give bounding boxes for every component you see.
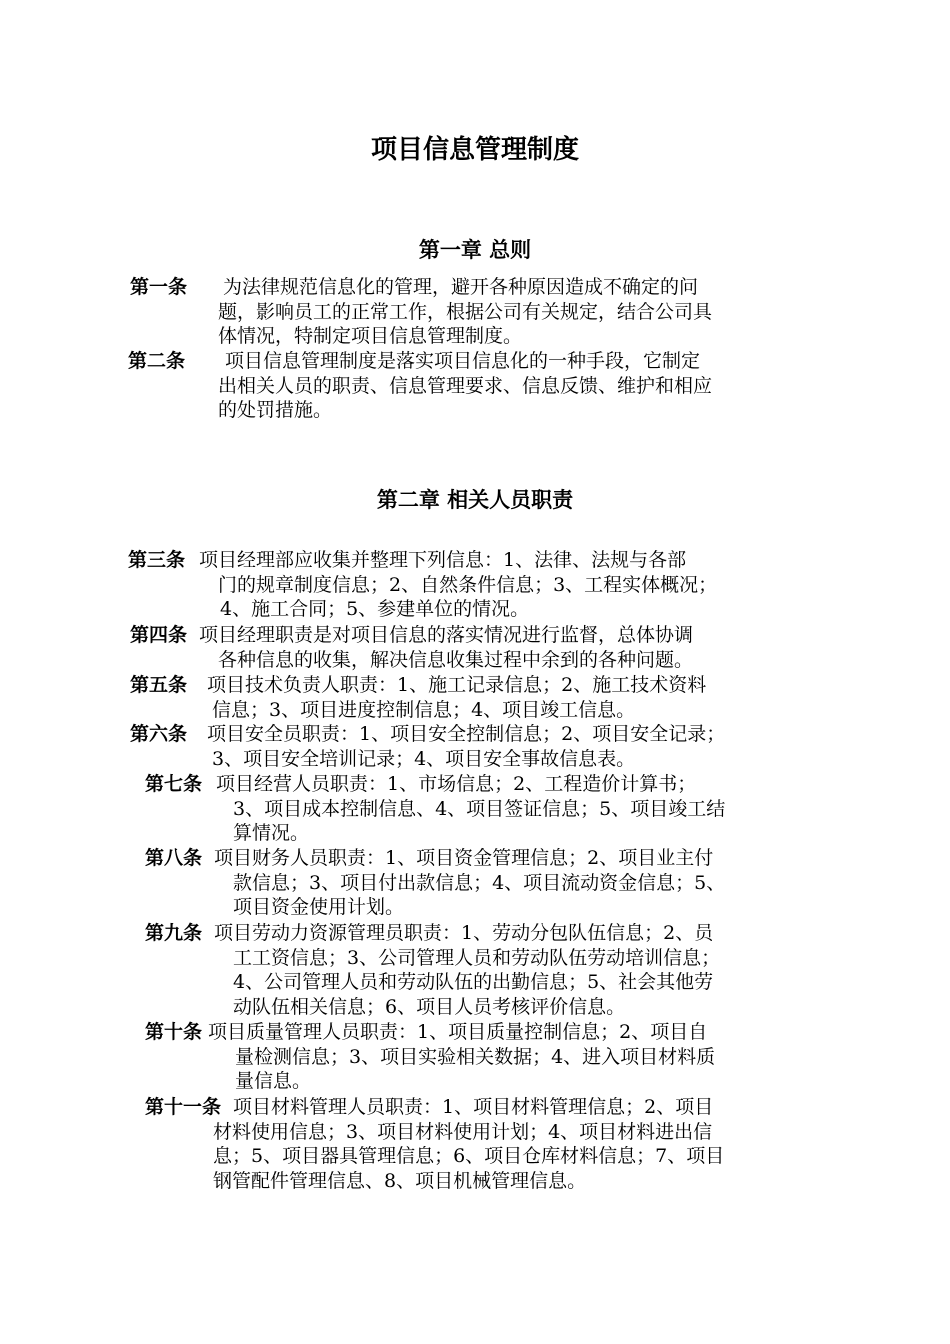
article-text-line: 为法律规范信息化的管理，避开各种原因造成不确定的问	[223, 276, 699, 298]
article-text-line: 信息；3、项目进度控制信息；4、项目竣工信息。	[212, 698, 636, 721]
article	[128, 548, 717, 622]
article-label: 第八条	[145, 847, 203, 869]
chapter-heading: 第二章 相关人员职责	[376, 488, 574, 512]
article	[130, 623, 693, 672]
article-label: 第五条	[130, 674, 188, 696]
article-text-line: 题，影响员工的正常工作，根据公司有关规定，结合公司具	[218, 300, 713, 323]
article-text-line: 项目安全员职责：1、项目安全控制信息；2、项目安全记录；	[207, 723, 726, 745]
document-title: 项目信息管理制度	[370, 135, 579, 165]
article-text-line: 项目材料管理人员职责：1、项目材料管理信息；2、项目	[233, 1096, 714, 1118]
article-label: 第四条	[130, 624, 188, 646]
article	[145, 1020, 715, 1094]
article-label: 第十一条	[145, 1096, 222, 1118]
article	[145, 1095, 724, 1193]
article-text-line: 各种信息的收集，解决信息收集过程中余到的各种问题。	[218, 648, 694, 671]
article	[130, 722, 725, 771]
article-text-line: 3、项目安全培训记录；4、项目安全事故信息表。	[212, 747, 636, 770]
article-text-line: 动队伍相关信息；6、项目人员考核评价信息。	[233, 995, 626, 1018]
article-text-line: 出相关人员的职责、信息管理要求、信息反馈、维护和相应	[218, 374, 713, 397]
article-label: 第一条	[130, 276, 188, 298]
article-text-line: 钢管配件管理信息、8、项目机械管理信息。	[213, 1169, 587, 1192]
article	[130, 275, 712, 349]
article-text-line: 4、施工合同；5、参建单位的情况。	[220, 598, 530, 620]
article-text-line: 息；5、项目器具管理信息；6、项目仓库材料信息；7、项目	[213, 1145, 725, 1167]
article-label: 第七条	[145, 773, 203, 795]
article-text-line: 的处罚措施。	[218, 399, 333, 421]
article-text-line: 项目经营人员职责：1、市场信息；2、工程造价计算书；	[216, 773, 697, 795]
article	[145, 772, 725, 846]
article-text-line: 项目经理职责是对项目信息的落实情况进行监督，总体协调	[199, 624, 694, 646]
article-text-line: 工工资信息；3、公司管理人员和劳动队伍劳动培训信息；	[233, 946, 721, 969]
article-text-line: 款信息；3、项目付出款信息；4、项目流动资金信息；5、	[233, 871, 726, 894]
article-text-line: 项目财务人员职责：1、项目资金管理信息；2、项目业主付	[214, 847, 714, 869]
article-text-line: 项目质量管理人员职责：1、项目质量控制信息；2、项目自	[208, 1021, 708, 1043]
article-text-line: 项目资金使用计划。	[233, 896, 405, 918]
article	[128, 349, 712, 423]
article	[145, 921, 720, 1019]
article	[145, 846, 725, 920]
article-label: 第三条	[128, 549, 186, 571]
article-text-line: 体情况，特制定项目信息管理制度。	[218, 325, 523, 347]
article-label: 第九条	[145, 922, 203, 944]
article-label: 第六条	[130, 723, 188, 745]
article-text-line: 项目劳动力资源管理员职责：1、劳动分包队伍信息；2、员	[214, 922, 714, 944]
article	[130, 673, 706, 722]
article-text-line: 算情况。	[233, 822, 310, 844]
chapter-heading: 第一章 总则	[418, 238, 532, 262]
article-text-line: 项目信息管理制度是落实项目信息化的一种手段，它制定	[225, 350, 701, 372]
article-text-line: 量信息。	[235, 1070, 312, 1092]
article-text-line: 3、项目成本控制信息、4、项目签证信息；5、项目竣工结	[233, 797, 726, 820]
article-text-line: 材料使用信息；3、项目材料使用计划；4、项目材料进出信	[213, 1120, 713, 1143]
article-label: 第二条	[128, 350, 186, 372]
article-text-line: 门的规章制度信息；2、自然条件信息；3、工程实体概况；	[218, 573, 718, 596]
article-text-line: 量检测信息；3、项目实验相关数据；4、进入项目材料质	[235, 1045, 716, 1068]
article-label: 第十条	[145, 1021, 203, 1043]
article-text-line: 项目技术负责人职责：1、施工记录信息；2、施工技术资料	[207, 674, 707, 696]
article-text-line: 4、公司管理人员和劳动队伍的出勤信息；5、社会其他劳	[233, 971, 714, 993]
article-text-line: 项目经理部应收集并整理下列信息：1、法律、法规与各部	[199, 549, 687, 571]
